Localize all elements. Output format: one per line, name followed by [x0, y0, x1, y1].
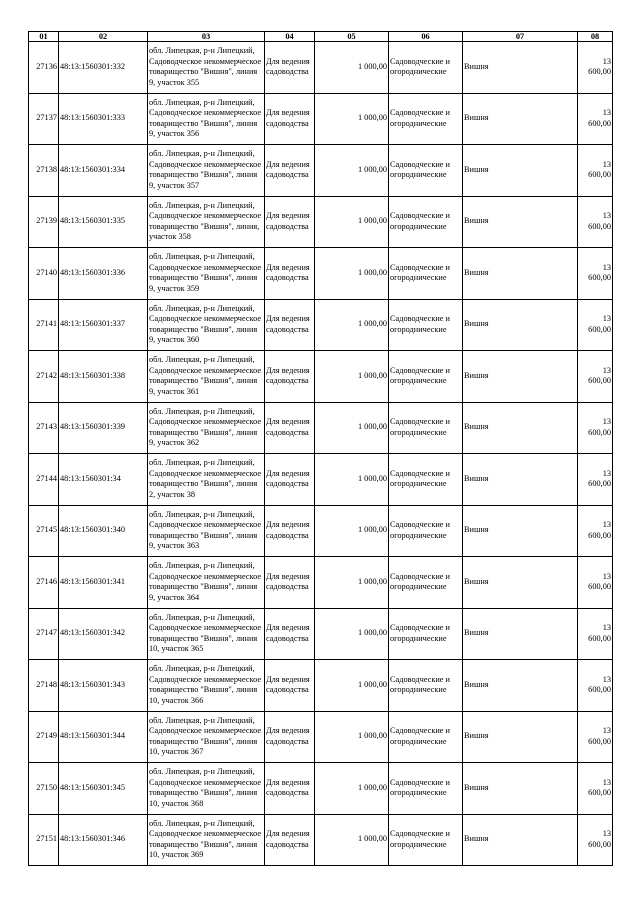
partnership-name-cell	[463, 505, 578, 557]
address: обл. Липецкая, р-н Липецкий, Садоводческое некоммерческое товарищество "Вишня", линия 10, участок 369	[149, 818, 262, 860]
area-value-cell	[315, 454, 389, 506]
land-category: Садоводческие и огороднические	[390, 314, 450, 334]
address-cell	[148, 608, 265, 660]
row-number-cell	[29, 454, 59, 506]
land-category-cell	[389, 351, 463, 403]
cadastral-number-cell	[59, 196, 148, 248]
table-row	[29, 608, 613, 660]
cadastral-value: 13 600,00	[588, 623, 611, 643]
land-category-cell	[389, 763, 463, 815]
address-cell	[148, 248, 265, 300]
cadastral-value: 13 600,00	[588, 314, 611, 334]
column-header-04: 04	[265, 32, 315, 42]
address: обл. Липецкая, р-н Липецкий, Садоводческое некоммерческое товарищество "Вишня", линия 9, участок 362	[149, 406, 262, 448]
land-category: Садоводческие и огороднические	[390, 468, 450, 489]
column-header-05: 05	[315, 32, 389, 42]
area-value-cell	[315, 402, 389, 454]
permitted-use: Для ведения садоводства	[266, 211, 310, 231]
cadastral-number-cell	[59, 145, 148, 197]
cadastral-number: 48:13:1560301:346	[60, 834, 125, 844]
partnership-name: Вишня	[464, 576, 489, 586]
cadastral-value-cell	[578, 454, 613, 506]
cadastral-value-cell	[578, 660, 613, 712]
land-category: Садоводческие и огороднические	[390, 623, 450, 643]
permitted-use: Для ведения садоводства	[266, 262, 310, 283]
permitted-use-cell	[265, 660, 315, 712]
area-value: 1 000,00	[357, 319, 387, 329]
permitted-use: Для ведения садоводства	[266, 159, 310, 180]
partnership-name: Вишня	[464, 422, 489, 432]
cadastral-number: 48:13:1560301:342	[60, 628, 125, 638]
land-category-cell	[389, 608, 463, 660]
cadastral-number-cell	[59, 248, 148, 300]
cadastral-number: 48:13:1560301:333	[60, 113, 125, 123]
area-value-cell	[315, 93, 389, 145]
column-header-01: 01	[29, 32, 59, 42]
area-value-cell	[315, 145, 389, 197]
cadastral-number: 48:13:1560301:338	[60, 370, 125, 380]
partnership-name-cell	[463, 299, 578, 351]
row-number: 27145	[36, 525, 57, 535]
permitted-use: Для ведения садоводства	[266, 520, 310, 540]
permitted-use: Для ведения садоводства	[266, 365, 310, 386]
land-category-cell	[389, 454, 463, 506]
cadastral-number-cell	[59, 660, 148, 712]
area-value: 1 000,00	[357, 576, 387, 586]
address: обл. Липецкая, р-н Липецкий, Садоводческое некоммерческое товарищество "Вишня", линия 9, участок 363	[149, 509, 262, 551]
permitted-use-cell	[265, 351, 315, 403]
permitted-use: Для ведения садоводства	[266, 108, 310, 128]
land-category: Садоводческие и огороднические	[390, 108, 450, 128]
cadastral-value: 13 600,00	[588, 262, 611, 283]
row-number: 27144	[36, 473, 57, 483]
row-number-cell	[29, 660, 59, 712]
address-cell	[148, 711, 265, 763]
row-number-cell	[29, 351, 59, 403]
land-category-cell	[389, 299, 463, 351]
land-category-cell	[389, 711, 463, 763]
address: обл. Липецкая, р-н Липецкий, Садоводческое некоммерческое товарищество "Вишня", линия, участок 358	[149, 200, 262, 242]
area-value: 1 000,00	[357, 525, 387, 535]
cadastral-number: 48:13:1560301:341	[60, 576, 125, 586]
area-value: 1 000,00	[357, 473, 387, 483]
cadastral-value: 13 600,00	[588, 520, 611, 540]
area-value: 1 000,00	[357, 782, 387, 792]
cadastral-number: 48:13:1560301:340	[60, 525, 125, 535]
land-category: Садоводческие и огороднические	[390, 262, 450, 283]
address-cell	[148, 145, 265, 197]
row-number: 27138	[36, 164, 57, 174]
column-header-08: 08	[578, 32, 613, 42]
land-category: Садоводческие и огороднические	[390, 829, 450, 849]
land-category-cell	[389, 660, 463, 712]
partnership-name: Вишня	[464, 782, 489, 792]
cadastral-number: 48:13:1560301:335	[60, 216, 125, 226]
cadastral-value-cell	[578, 93, 613, 145]
cadastral-value-cell	[578, 814, 613, 866]
partnership-name-cell	[463, 351, 578, 403]
area-value-cell	[315, 248, 389, 300]
cadastral-number-cell	[59, 763, 148, 815]
land-category: Садоводческие и огороднические	[390, 520, 450, 540]
permitted-use-cell	[265, 608, 315, 660]
permitted-use: Для ведения садоводства	[266, 674, 310, 695]
permitted-use: Для ведения садоводства	[266, 314, 310, 334]
cadastral-value-cell	[578, 557, 613, 609]
area-value-cell	[315, 660, 389, 712]
row-number: 27139	[36, 216, 57, 226]
land-category: Садоводческие и огороднические	[390, 674, 450, 695]
cadastral-value: 13 600,00	[588, 56, 611, 77]
cadastral-value: 13 600,00	[588, 829, 611, 849]
permitted-use-cell	[265, 248, 315, 300]
column-header-02: 02	[59, 32, 148, 42]
row-number-cell	[29, 93, 59, 145]
cadastral-value: 13 600,00	[588, 365, 611, 386]
permitted-use-cell	[265, 711, 315, 763]
partnership-name: Вишня	[464, 61, 489, 71]
cadastral-value: 13 600,00	[588, 211, 611, 231]
partnership-name: Вишня	[464, 370, 489, 380]
table-row	[29, 711, 613, 763]
permitted-use: Для ведения садоводства	[266, 623, 310, 643]
row-number-cell	[29, 557, 59, 609]
cadastral-number-cell	[59, 42, 148, 94]
land-category-cell	[389, 93, 463, 145]
permitted-use-cell	[265, 299, 315, 351]
row-number: 27151	[36, 834, 57, 844]
land-category-cell	[389, 248, 463, 300]
cadastral-number-cell	[59, 814, 148, 866]
partnership-name: Вишня	[464, 525, 489, 535]
permitted-use-cell	[265, 402, 315, 454]
partnership-name-cell	[463, 660, 578, 712]
table-row	[29, 557, 613, 609]
address-cell	[148, 505, 265, 557]
address-cell	[148, 402, 265, 454]
land-category: Садоводческие и огороднические	[390, 571, 450, 592]
address-cell	[148, 454, 265, 506]
address: обл. Липецкая, р-н Липецкий, Садоводческое некоммерческое товарищество "Вишня", линия 2, участок 38	[149, 458, 262, 499]
partnership-name: Вишня	[464, 113, 489, 123]
permitted-use: Для ведения садоводства	[266, 468, 310, 489]
permitted-use-cell	[265, 196, 315, 248]
land-category-cell	[389, 145, 463, 197]
area-value-cell	[315, 299, 389, 351]
area-value-cell	[315, 608, 389, 660]
land-category-cell	[389, 505, 463, 557]
land-category: Садоводческие и огороднические	[390, 417, 450, 437]
land-category: Садоводческие и огороднические	[390, 56, 450, 77]
permitted-use: Для ведения садоводства	[266, 777, 310, 798]
address-cell	[148, 93, 265, 145]
partnership-name: Вишня	[464, 679, 489, 689]
partnership-name-cell	[463, 557, 578, 609]
address-cell	[148, 814, 265, 866]
permitted-use-cell	[265, 454, 315, 506]
address-cell	[148, 557, 265, 609]
permitted-use-cell	[265, 814, 315, 866]
cadastral-value: 13 600,00	[588, 108, 611, 128]
land-category-cell	[389, 402, 463, 454]
cadastral-number: 48:13:1560301:337	[60, 319, 125, 329]
table-row	[29, 454, 613, 506]
cadastral-number: 48:13:1560301:344	[60, 731, 125, 741]
row-number: 27141	[36, 319, 57, 329]
row-number: 27148	[36, 679, 57, 689]
cadastral-value: 13 600,00	[588, 674, 611, 695]
land-category: Садоводческие и огороднические	[390, 365, 450, 386]
cadastral-value: 13 600,00	[588, 468, 611, 489]
cadastral-value-cell	[578, 351, 613, 403]
row-number: 27143	[36, 422, 57, 432]
land-category: Садоводческие и огороднические	[390, 726, 450, 746]
permitted-use-cell	[265, 145, 315, 197]
area-value: 1 000,00	[357, 422, 387, 432]
cadastral-number: 48:13:1560301:34	[60, 473, 121, 483]
address: обл. Липецкая, р-н Липецкий, Садоводческое некоммерческое товарищество "Вишня", линия 10, участок 365	[149, 612, 262, 654]
area-value: 1 000,00	[357, 370, 387, 380]
area-value: 1 000,00	[357, 628, 387, 638]
permitted-use-cell	[265, 93, 315, 145]
partnership-name-cell	[463, 248, 578, 300]
table-row	[29, 42, 613, 94]
land-category-cell	[389, 557, 463, 609]
land-category: Садоводческие и огороднические	[390, 159, 450, 180]
address: обл. Липецкая, р-н Липецкий, Садоводческое некоммерческое товарищество "Вишня", линия 10, участок 367	[149, 715, 262, 757]
cadastral-value-cell	[578, 299, 613, 351]
row-number: 27136	[36, 61, 57, 71]
row-number-cell	[29, 299, 59, 351]
cadastral-value: 13 600,00	[588, 777, 611, 798]
partnership-name: Вишня	[464, 731, 489, 741]
land-category: Садоводческие и огороднические	[390, 777, 450, 798]
column-header-06: 06	[389, 32, 463, 42]
partnership-name-cell	[463, 608, 578, 660]
address: обл. Липецкая, р-н Липецкий, Садоводческое некоммерческое товарищество "Вишня", линия 9, участок 361	[149, 355, 262, 396]
row-number: 27149	[36, 731, 57, 741]
area-value-cell	[315, 711, 389, 763]
address: обл. Липецкая, р-н Липецкий, Садоводческое некоммерческое товарищество "Вишня", линия 10, участок 368	[149, 767, 262, 808]
address: обл. Липецкая, р-н Липецкий, Садоводческое некоммерческое товарищество "Вишня", линия 9, участок 359	[149, 252, 262, 293]
permitted-use-cell	[265, 505, 315, 557]
cadastral-value-cell	[578, 711, 613, 763]
partnership-name: Вишня	[464, 319, 489, 329]
area-value: 1 000,00	[357, 679, 387, 689]
cadastral-value-cell	[578, 145, 613, 197]
permitted-use: Для ведения садоводства	[266, 571, 310, 592]
address: обл. Липецкая, р-н Липецкий, Садоводческое некоммерческое товарищество "Вишня", линия 9, участок 357	[149, 149, 262, 190]
address-cell	[148, 42, 265, 94]
area-value: 1 000,00	[357, 267, 387, 277]
address: обл. Липецкая, р-н Липецкий, Садоводческое некоммерческое товарищество "Вишня", линия 9, участок 360	[149, 303, 262, 345]
cadastral-value-cell	[578, 42, 613, 94]
partnership-name-cell	[463, 93, 578, 145]
partnership-name-cell	[463, 402, 578, 454]
area-value: 1 000,00	[357, 113, 387, 123]
cadastral-number-cell	[59, 711, 148, 763]
cadastral-number: 48:13:1560301:332	[60, 61, 125, 71]
partnership-name: Вишня	[464, 834, 489, 844]
row-number-cell	[29, 505, 59, 557]
area-value-cell	[315, 557, 389, 609]
partnership-name: Вишня	[464, 628, 489, 638]
table-row	[29, 145, 613, 197]
cadastral-value-cell	[578, 505, 613, 557]
table-row	[29, 196, 613, 248]
partnership-name: Вишня	[464, 216, 489, 226]
area-value-cell	[315, 351, 389, 403]
permitted-use: Для ведения садоводства	[266, 829, 310, 849]
address-cell	[148, 763, 265, 815]
cadastral-value-cell	[578, 196, 613, 248]
partnership-name-cell	[463, 814, 578, 866]
row-number: 27147	[36, 628, 57, 638]
table-row	[29, 93, 613, 145]
address-cell	[148, 299, 265, 351]
row-number: 27150	[36, 782, 57, 792]
partnership-name: Вишня	[464, 473, 489, 483]
table-row	[29, 660, 613, 712]
address-cell	[148, 351, 265, 403]
row-number: 27146	[36, 576, 57, 586]
area-value: 1 000,00	[357, 834, 387, 844]
cadastral-number-cell	[59, 93, 148, 145]
area-value: 1 000,00	[357, 164, 387, 174]
cadastral-value-cell	[578, 248, 613, 300]
land-category-cell	[389, 196, 463, 248]
address-cell	[148, 196, 265, 248]
area-value-cell	[315, 196, 389, 248]
cadastral-number: 48:13:1560301:339	[60, 422, 125, 432]
column-header-07: 07	[463, 32, 578, 42]
table-row	[29, 299, 613, 351]
cadastral-number-cell	[59, 608, 148, 660]
permitted-use-cell	[265, 42, 315, 94]
table-row	[29, 814, 613, 866]
address: обл. Липецкая, р-н Липецкий, Садоводческое некоммерческое товарищество "Вишня", линия 10, участок 366	[149, 664, 262, 705]
cadastral-number: 48:13:1560301:334	[60, 164, 125, 174]
address-cell	[148, 660, 265, 712]
land-category-cell	[389, 42, 463, 94]
row-number: 27140	[36, 267, 57, 277]
permitted-use: Для ведения садоводства	[266, 726, 310, 746]
land-category-cell	[389, 814, 463, 866]
table-row	[29, 351, 613, 403]
row-number-cell	[29, 402, 59, 454]
cadastral-value: 13 600,00	[588, 159, 611, 180]
cadastral-value: 13 600,00	[588, 571, 611, 592]
column-header-03: 03	[148, 32, 265, 42]
table-row	[29, 248, 613, 300]
table-row	[29, 505, 613, 557]
address: обл. Липецкая, р-н Липецкий, Садоводческое некоммерческое товарищество "Вишня", линия 9, участок 364	[149, 561, 262, 602]
area-value: 1 000,00	[357, 731, 387, 741]
cadastral-number-cell	[59, 299, 148, 351]
land-register-table	[28, 31, 613, 866]
table-row	[29, 763, 613, 815]
address: обл. Липецкая, р-н Липецкий, Садоводческое некоммерческое товарищество "Вишня", линия 9, участок 355	[149, 46, 262, 87]
cadastral-number-cell	[59, 505, 148, 557]
cadastral-number-cell	[59, 557, 148, 609]
header-row	[29, 32, 613, 42]
table-row	[29, 402, 613, 454]
partnership-name-cell	[463, 196, 578, 248]
permitted-use-cell	[265, 557, 315, 609]
partnership-name-cell	[463, 763, 578, 815]
partnership-name-cell	[463, 42, 578, 94]
permitted-use: Для ведения садоводства	[266, 417, 310, 437]
row-number-cell	[29, 42, 59, 94]
row-number-cell	[29, 248, 59, 300]
row-number-cell	[29, 196, 59, 248]
partnership-name-cell	[463, 145, 578, 197]
area-value: 1 000,00	[357, 216, 387, 226]
row-number-cell	[29, 814, 59, 866]
area-value-cell	[315, 42, 389, 94]
row-number-cell	[29, 711, 59, 763]
area-value-cell	[315, 814, 389, 866]
cadastral-number-cell	[59, 351, 148, 403]
address: обл. Липецкая, р-н Липецкий, Садоводческое некоммерческое товарищество "Вишня", линия 9, участок 356	[149, 97, 262, 139]
cadastral-number: 48:13:1560301:345	[60, 782, 125, 792]
row-number: 27137	[36, 113, 57, 123]
partnership-name: Вишня	[464, 267, 489, 277]
row-number-cell	[29, 763, 59, 815]
row-number-cell	[29, 608, 59, 660]
cadastral-value-cell	[578, 763, 613, 815]
partnership-name-cell	[463, 454, 578, 506]
row-number: 27142	[36, 370, 57, 380]
area-value-cell	[315, 763, 389, 815]
cadastral-number-cell	[59, 402, 148, 454]
area-value: 1 000,00	[357, 61, 387, 71]
cadastral-value: 13 600,00	[588, 417, 611, 437]
land-category: Садоводческие и огороднические	[390, 211, 450, 231]
cadastral-number: 48:13:1560301:336	[60, 267, 125, 277]
partnership-name: Вишня	[464, 164, 489, 174]
cadastral-value: 13 600,00	[588, 726, 611, 746]
cadastral-number-cell	[59, 454, 148, 506]
area-value-cell	[315, 505, 389, 557]
cadastral-value-cell	[578, 608, 613, 660]
cadastral-value-cell	[578, 402, 613, 454]
permitted-use-cell	[265, 763, 315, 815]
permitted-use: Для ведения садоводства	[266, 56, 310, 77]
cadastral-number: 48:13:1560301:343	[60, 679, 125, 689]
row-number-cell	[29, 145, 59, 197]
partnership-name-cell	[463, 711, 578, 763]
